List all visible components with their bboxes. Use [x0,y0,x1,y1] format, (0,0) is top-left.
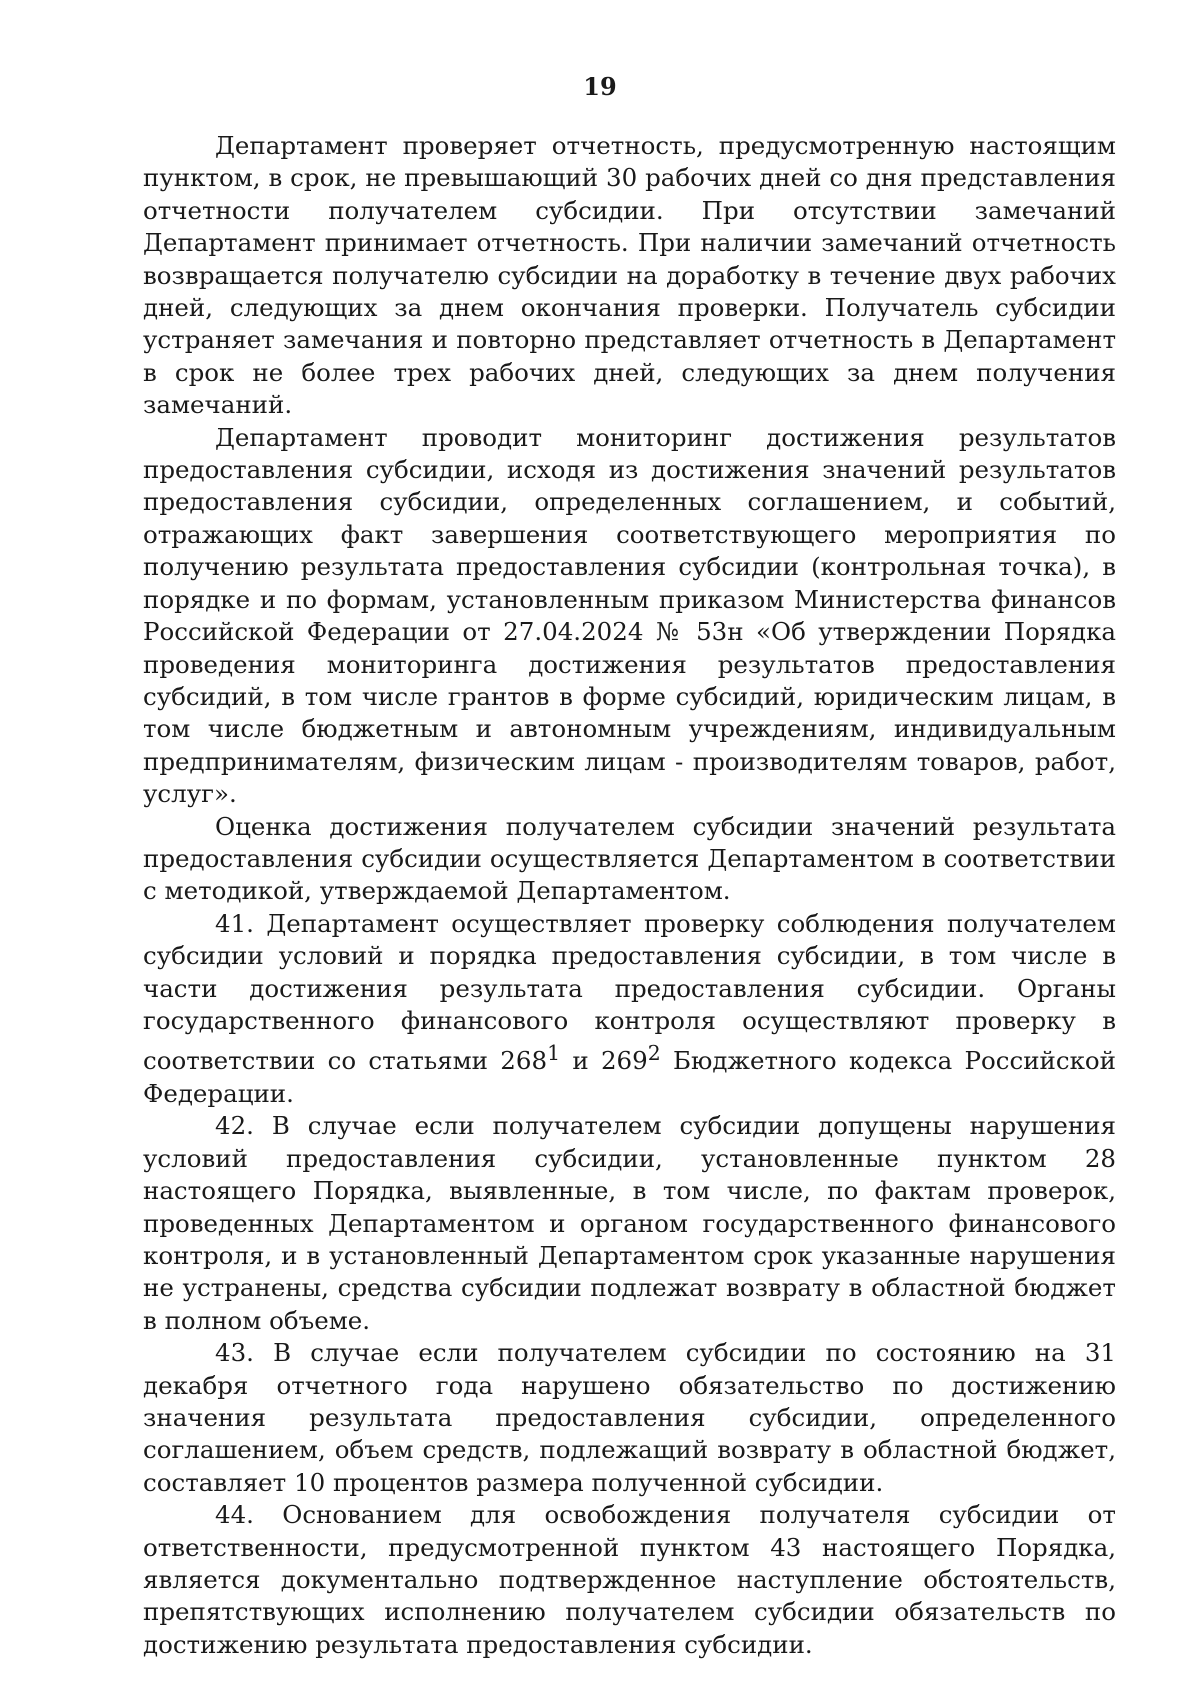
paragraph-41 [143,908,1116,1111]
page-number: 19 [583,72,617,101]
superscript-2: 2 [647,1041,661,1066]
paragraph-evaluation: Оценка достижения получателем субсидии значений результата предоставления субсидии осуществляется Департаментом в соответствии с методикой, утверждаемой Департаментом. [143,811,1116,906]
paragraph-report-verification: Департамент проверяет отчетность, предусмотренную настоящим пунктом, в срок, не превышающий 30 рабочих дней со дня представления отчетности получателем субсидии. При отсутствии замечаний Департамент принимает отчетность. При наличии замечаний отчетность возвращается получателю субсидии на доработку в течение двух рабочих дней, следующих за днем окончания проверки. Получатель субсидии устраняет замечания и повторно представляет отчетность в Департамент в срок не более трех рабочих дней, следующих за днем получения замечаний. [143,131,1116,420]
paragraph-41-middle: и 269 [560,1046,648,1076]
document-body [143,130,1116,1661]
paragraph-monitoring: Департамент проводит мониторинг достижения результатов предоставления субсидии, исходя из достижения значений результатов предоставления субсидии, определенных соглашением, и событий, отражающих факт завершения соответствующего мероприятия по получению результата предоставления субсидии (контрольная точка), в порядке и по формам, установленным приказом Министерства финансов Российской Федерации от 27.04.2024 № 53н «Об утверждении Порядка проведения мониторинга достижения результатов предоставления субсидий, в том числе грантов в форме субсидий, юридическим лицам, в том числе бюджетным и автономным учреждениям, индивидуальным предпринимателям, физическим лицам - производителям товаров, работ, услуг». [143,422,1116,809]
paragraph-43: 43. В случае если получателем субсидии по состоянию на 31 декабря отчетного года нарушено обязательство по достижению значения результата предоставления субсидии, определенного соглашением, объем средств, подлежащий возврату в областной бюджет, составляет 10 процентов размера полученной субсидии. [143,1338,1116,1497]
superscript-1: 1 [547,1041,561,1066]
paragraph-41-end: Бюджетного кодекса Российской Федерации. [143,1046,1116,1108]
paragraph-42: 42. В случае если получателем субсидии допущены нарушения условий предоставления субсидии, установленные пунктом 28 настоящего Порядка, выявленные, в том числе, по фактам проверок, проведенных Департаментом и органом государственного финансового контроля, и в установленный Департаментом срок указанные нарушения не устранены, средства субсидии подлежат возврату в областной бюджет в полном объеме. [143,1111,1116,1335]
paragraph-44: 44. Основанием для освобождения получателя субсидии от ответственности, предусмотренной пунктом 43 настоящего Порядка, является документально подтвержденное наступление обстоятельств, препятствующих исполнению получателем субсидии обязательств по достижению результата предоставления субсидии. [143,1500,1116,1659]
paragraph-41-text: 41. Департамент осуществляет проверку соблюдения получателем субсидии условий и порядка предоставления субсидии, в том числе в части достижения результата предоставления субсидии. Органы государственного финансового контроля осуществляют проверку в соответствии со статьями 268 [143,908,1116,1076]
